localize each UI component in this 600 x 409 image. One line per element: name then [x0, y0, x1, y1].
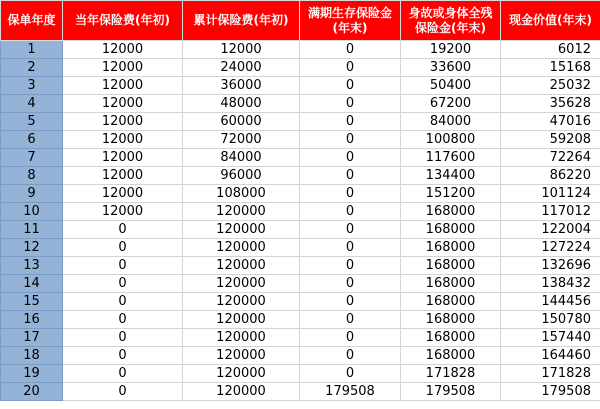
death-benefit-cell: 168000	[401, 329, 501, 347]
annual-premium-cell: 0	[63, 275, 183, 293]
cumulative-premium-cell: 120000	[183, 311, 300, 329]
cash-value-cell: 138432	[501, 275, 600, 293]
maturity-benefit-cell: 0	[300, 275, 401, 293]
header-cumulative-premium	[183, 1, 300, 41]
death-benefit-cell: 50400	[401, 77, 501, 95]
cumulative-premium-cell: 120000	[183, 329, 300, 347]
table-row	[1, 239, 600, 257]
annual-premium-cell: 0	[63, 293, 183, 311]
header-cash-value-text: 现金价值(年末)	[509, 13, 592, 27]
policy-year-cell: 3	[1, 77, 63, 95]
cash-value-cell: 157440	[501, 329, 600, 347]
table-row	[1, 257, 600, 275]
maturity-benefit-cell: 0	[300, 365, 401, 383]
annual-premium-cell: 0	[63, 347, 183, 365]
cash-value-cell: 86220	[501, 167, 600, 185]
death-benefit-cell: 168000	[401, 293, 501, 311]
cumulative-premium-cell: 108000	[183, 185, 300, 203]
cash-value-cell: 127224	[501, 239, 600, 257]
annual-premium-cell: 12000	[63, 41, 183, 59]
policy-year-cell: 16	[1, 311, 63, 329]
annual-premium-cell: 12000	[63, 95, 183, 113]
annual-premium-cell: 12000	[63, 203, 183, 221]
maturity-benefit-cell: 0	[300, 203, 401, 221]
policy-year-cell: 14	[1, 275, 63, 293]
maturity-benefit-cell: 0	[300, 311, 401, 329]
policy-year-cell: 9	[1, 185, 63, 203]
cash-value-cell: 47016	[501, 113, 600, 131]
table-row	[1, 41, 600, 59]
maturity-benefit-cell: 0	[300, 77, 401, 95]
cash-value-cell: 164460	[501, 347, 600, 365]
policy-year-cell: 15	[1, 293, 63, 311]
cumulative-premium-cell: 12000	[183, 41, 300, 59]
header-maturity-benefit	[300, 1, 401, 41]
table-row	[1, 329, 600, 347]
death-benefit-cell: 168000	[401, 221, 501, 239]
maturity-benefit-cell: 0	[300, 113, 401, 131]
annual-premium-cell: 12000	[63, 131, 183, 149]
annual-premium-cell: 0	[63, 311, 183, 329]
annual-premium-cell: 0	[63, 221, 183, 239]
header-annual-premium-text: 当年保险费(年初)	[75, 13, 170, 27]
policy-year-cell: 1	[1, 41, 63, 59]
maturity-benefit-cell: 0	[300, 41, 401, 59]
cash-value-cell: 25032	[501, 77, 600, 95]
header-maturity-benefit-line2: (年末)	[332, 20, 368, 35]
cumulative-premium-cell: 120000	[183, 221, 300, 239]
cumulative-premium-cell: 60000	[183, 113, 300, 131]
policy-year-cell: 7	[1, 149, 63, 167]
annual-premium-cell: 0	[63, 257, 183, 275]
death-benefit-cell: 117600	[401, 149, 501, 167]
table-body	[1, 41, 600, 401]
maturity-benefit-cell: 0	[300, 293, 401, 311]
cumulative-premium-cell: 120000	[183, 347, 300, 365]
cash-value-cell: 101124	[501, 185, 600, 203]
cumulative-premium-cell: 120000	[183, 383, 300, 401]
header-annual-premium	[63, 1, 183, 41]
table-row	[1, 347, 600, 365]
table-row	[1, 167, 600, 185]
table-row	[1, 113, 600, 131]
cumulative-premium-cell: 84000	[183, 149, 300, 167]
table-row	[1, 275, 600, 293]
table-row	[1, 383, 600, 401]
cumulative-premium-cell: 120000	[183, 293, 300, 311]
table-row	[1, 149, 600, 167]
policy-year-cell: 17	[1, 329, 63, 347]
cumulative-premium-cell: 120000	[183, 203, 300, 221]
death-benefit-cell: 168000	[401, 275, 501, 293]
cumulative-premium-cell: 120000	[183, 239, 300, 257]
header-row	[1, 1, 600, 41]
header-death-benefit-line2: 保险金(年末)	[415, 20, 486, 35]
annual-premium-cell: 12000	[63, 77, 183, 95]
cumulative-premium-cell: 120000	[183, 275, 300, 293]
cash-value-cell: 15168	[501, 59, 600, 77]
policy-year-cell: 13	[1, 257, 63, 275]
cash-value-cell: 72264	[501, 149, 600, 167]
maturity-benefit-cell: 0	[300, 95, 401, 113]
policy-year-cell: 20	[1, 383, 63, 401]
death-benefit-cell: 168000	[401, 203, 501, 221]
death-benefit-cell: 168000	[401, 347, 501, 365]
policy-year-cell: 5	[1, 113, 63, 131]
cash-value-cell: 132696	[501, 257, 600, 275]
table-row	[1, 203, 600, 221]
table-row	[1, 131, 600, 149]
policy-year-cell: 18	[1, 347, 63, 365]
cash-value-cell: 6012	[501, 41, 600, 59]
header-cash-value	[501, 1, 600, 41]
table-header	[1, 1, 600, 41]
header-death-benefit-line1: 身故或身体全残	[408, 5, 493, 20]
policy-year-cell: 12	[1, 239, 63, 257]
cumulative-premium-cell: 120000	[183, 257, 300, 275]
maturity-benefit-cell: 0	[300, 167, 401, 185]
maturity-benefit-cell: 0	[300, 239, 401, 257]
death-benefit-cell: 179508	[401, 383, 501, 401]
annual-premium-cell: 12000	[63, 113, 183, 131]
annual-premium-cell: 12000	[63, 59, 183, 77]
policy-year-cell: 11	[1, 221, 63, 239]
death-benefit-cell: 168000	[401, 239, 501, 257]
table-row	[1, 293, 600, 311]
annual-premium-cell: 0	[63, 383, 183, 401]
cumulative-premium-cell: 24000	[183, 59, 300, 77]
cash-value-cell: 59208	[501, 131, 600, 149]
annual-premium-cell: 12000	[63, 167, 183, 185]
table-row	[1, 221, 600, 239]
cash-value-cell: 150780	[501, 311, 600, 329]
policy-year-cell: 8	[1, 167, 63, 185]
cash-value-cell: 35628	[501, 95, 600, 113]
maturity-benefit-cell: 0	[300, 185, 401, 203]
header-policy-year	[1, 1, 63, 41]
cumulative-premium-cell: 96000	[183, 167, 300, 185]
annual-premium-cell: 0	[63, 239, 183, 257]
maturity-benefit-cell: 0	[300, 221, 401, 239]
maturity-benefit-cell: 0	[300, 131, 401, 149]
maturity-benefit-cell: 0	[300, 257, 401, 275]
cash-value-cell: 122004	[501, 221, 600, 239]
death-benefit-cell: 171828	[401, 365, 501, 383]
policy-year-cell: 6	[1, 131, 63, 149]
cumulative-premium-cell: 48000	[183, 95, 300, 113]
header-cumulative-premium-text: 累计保险费(年初)	[193, 13, 289, 27]
death-benefit-cell: 168000	[401, 311, 501, 329]
policy-year-cell: 4	[1, 95, 63, 113]
death-benefit-cell: 151200	[401, 185, 501, 203]
policy-year-cell: 19	[1, 365, 63, 383]
header-policy-year-text: 保单年度	[7, 13, 56, 27]
cash-value-cell: 179508	[501, 383, 600, 401]
header-maturity-benefit-line1: 满期生存保险金	[307, 5, 392, 20]
table-row	[1, 95, 600, 113]
death-benefit-cell: 67200	[401, 95, 501, 113]
table-row	[1, 77, 600, 95]
cumulative-premium-cell: 36000	[183, 77, 300, 95]
death-benefit-cell: 100800	[401, 131, 501, 149]
maturity-benefit-cell: 0	[300, 347, 401, 365]
maturity-benefit-cell: 0	[300, 329, 401, 347]
death-benefit-cell: 33600	[401, 59, 501, 77]
cumulative-premium-cell: 72000	[183, 131, 300, 149]
death-benefit-cell: 168000	[401, 257, 501, 275]
cash-value-cell: 171828	[501, 365, 600, 383]
table-row	[1, 59, 600, 77]
cumulative-premium-cell: 120000	[183, 365, 300, 383]
annual-premium-cell: 12000	[63, 185, 183, 203]
maturity-benefit-cell: 0	[300, 59, 401, 77]
policy-year-cell: 10	[1, 203, 63, 221]
annual-premium-cell: 0	[63, 329, 183, 347]
cash-value-cell: 117012	[501, 203, 600, 221]
death-benefit-cell: 134400	[401, 167, 501, 185]
maturity-benefit-cell: 0	[300, 149, 401, 167]
table-row	[1, 311, 600, 329]
maturity-benefit-cell: 179508	[300, 383, 401, 401]
cash-value-cell: 144456	[501, 293, 600, 311]
death-benefit-cell: 84000	[401, 113, 501, 131]
annual-premium-cell: 0	[63, 365, 183, 383]
policy-year-cell: 2	[1, 59, 63, 77]
table-row	[1, 185, 600, 203]
table-row	[1, 365, 600, 383]
header-death-benefit	[401, 1, 501, 41]
death-benefit-cell: 19200	[401, 41, 501, 59]
annual-premium-cell: 12000	[63, 149, 183, 167]
